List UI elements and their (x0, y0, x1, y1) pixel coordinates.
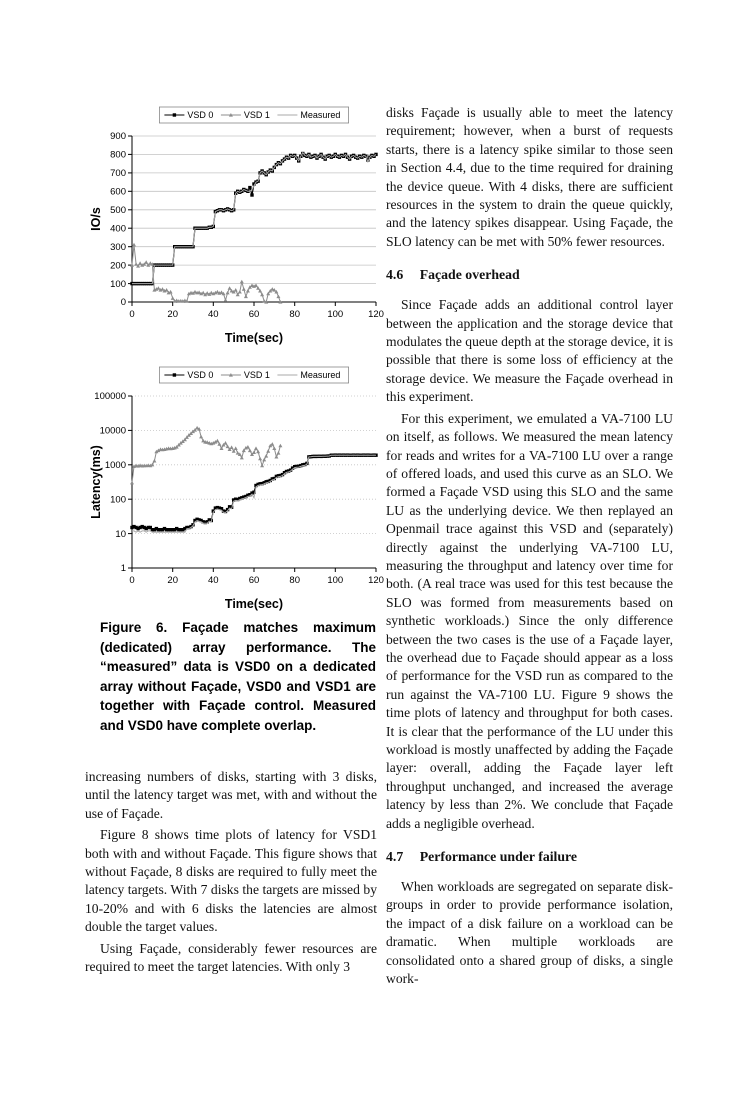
series-vsd-1 (130, 426, 282, 485)
x-axis-title: Time(sec) (224, 597, 284, 611)
legend-label: VSD 1 (243, 110, 270, 120)
legend-label: Measured (300, 370, 341, 380)
svg-text:1000: 1000 (104, 460, 126, 471)
svg-text:80: 80 (289, 575, 300, 586)
right-column-paragraph: When workloads are segregated on separate disk-groups in order to provide performance isolation, the impact of a disk failure on a workload can be dramatic. When multiple workloads are consolidated onto a shared group of disks, a single work- (386, 879, 673, 987)
svg-text:500: 500 (110, 205, 126, 216)
figure6-latency-chart (88, 366, 388, 614)
section-title: Performance under failure (419, 849, 578, 865)
svg-text:0: 0 (129, 309, 135, 320)
svg-text:400: 400 (110, 223, 126, 235)
right-column (386, 104, 673, 991)
svg-text:40: 40 (208, 575, 219, 586)
svg-text:300: 300 (110, 241, 126, 253)
section-number: 4.6 (386, 267, 404, 283)
svg-text:10000: 10000 (99, 425, 126, 437)
svg-text:100: 100 (327, 575, 344, 586)
figure6-iops-chart (88, 106, 388, 348)
figure6-caption: Figure 6. Façade matches maximum (dedicated) array performance. The “measured” data is VSD0 on a dedicated array without Façade, VSD0 and VSD1 are together with Façade control. Measured and VSD0 have complete overlap. (100, 620, 376, 733)
svg-text:200: 200 (110, 260, 126, 272)
right-column-paragraph: For this experiment, we emulated a VA-7100 LU on itself, as follows. We measured the mean latency for reads and writes for a VA-7100 LU over a range of offered loads, and used this curve as an SLO. We formed a Façade VSD using this SLO and the same LU as the underlying device. We then replayed an Openmail trace against this VSD and (separately) directly against the underlying VA-7100 LU, measuring the throughput and latency over time for both. (A real trace was used for this test because the SLO was formed from measurements based on synthetic workloads.) Since the only difference between the two cases is the use of a Façade layer, the overhead due to Façade should appear as a loss of performance for the VSD run as compared to the run against the VA-7100 LU. Figure 9 shows the time plots of latency and throughput for both cases. It is clear that the performance of the LU under this workload is mostly unaffected by adding the Façade layer: overall, adding the Façade layer left throughput unchanged, and increased the average latency by less than 2%. We conclude that Façade adds a negligible overhead. (386, 410, 673, 831)
series-vsd-0 (130, 453, 377, 531)
svg-text:60: 60 (248, 575, 260, 586)
svg-text:120: 120 (368, 309, 384, 320)
svg-text:10: 10 (115, 528, 126, 540)
left-column (85, 768, 377, 979)
section-heading-4-6 (386, 267, 673, 283)
svg-text:120: 120 (368, 575, 384, 586)
gridlines (132, 396, 376, 534)
svg-text:600: 600 (110, 186, 126, 198)
legend-label: VSD 0 (187, 370, 214, 380)
svg-text:20: 20 (167, 575, 178, 586)
legend-label: Measured (300, 110, 341, 120)
section-title: Façade overhead (419, 267, 520, 283)
svg-text:60: 60 (248, 309, 260, 320)
left-column-paragraph: Figure 8 shows time plots of latency for VSD1 both with and without Façade. This figure shows that without Façade, 8 disks are required to fully meet the latency targets. With 7 disks the targets are missed by 10-20% and with 6 disks the latencies are almost double the target values. (85, 827, 377, 935)
svg-text:100: 100 (110, 278, 126, 290)
section-heading-4-7 (386, 849, 673, 865)
legend-label: VSD 0 (187, 110, 214, 120)
legend (159, 367, 348, 383)
svg-text:100: 100 (110, 494, 126, 506)
legend-label: VSD 1 (243, 370, 270, 380)
svg-text:700: 700 (110, 168, 126, 180)
legend (159, 107, 348, 123)
svg-text:800: 800 (110, 149, 126, 161)
series-vsd-1 (130, 243, 282, 304)
left-column-paragraph: increasing numbers of disks, starting with 3 disks, until the latency target was met, with and without the use of Façade. (85, 769, 377, 821)
right-column-paragraph: Since Façade adds an additional control layer between the application and the storage device that modulates the queue depth at the storage device, it is possible that there is some loss of efficiency at the storage device. We measure the Façade overhead in this experiment. (386, 297, 673, 405)
svg-text:1: 1 (120, 563, 126, 575)
section-number: 4.7 (386, 849, 404, 865)
svg-text:100000: 100000 (94, 391, 126, 403)
svg-text:0: 0 (120, 297, 126, 309)
y-axis-title: Latency(ms) (89, 445, 103, 519)
axes (94, 391, 384, 586)
svg-text:80: 80 (289, 309, 300, 320)
y-axis-title: IO/s (89, 207, 103, 231)
x-axis-title: Time(sec) (224, 331, 284, 345)
svg-text:20: 20 (167, 309, 178, 320)
svg-text:100: 100 (327, 309, 344, 320)
svg-text:40: 40 (208, 309, 219, 320)
left-column-paragraph: Using Façade, considerably fewer resources are required to meet the target latencies. With only 3 (85, 940, 377, 975)
svg-text:900: 900 (110, 131, 126, 143)
svg-text:0: 0 (129, 575, 135, 586)
right-column-paragraph: disks Façade is usually able to meet the latency requirement; however, when a burst of requests starts, there is a latency spike similar to those seen in Section 4.4, due to the time required for draining the device queue. With 4 disks, there are sufficient resources in the system to drain the queue quickly, and the latency spikes disappear. Using Façade, the SLO latency can be met with 50% fewer resources. (386, 105, 673, 249)
